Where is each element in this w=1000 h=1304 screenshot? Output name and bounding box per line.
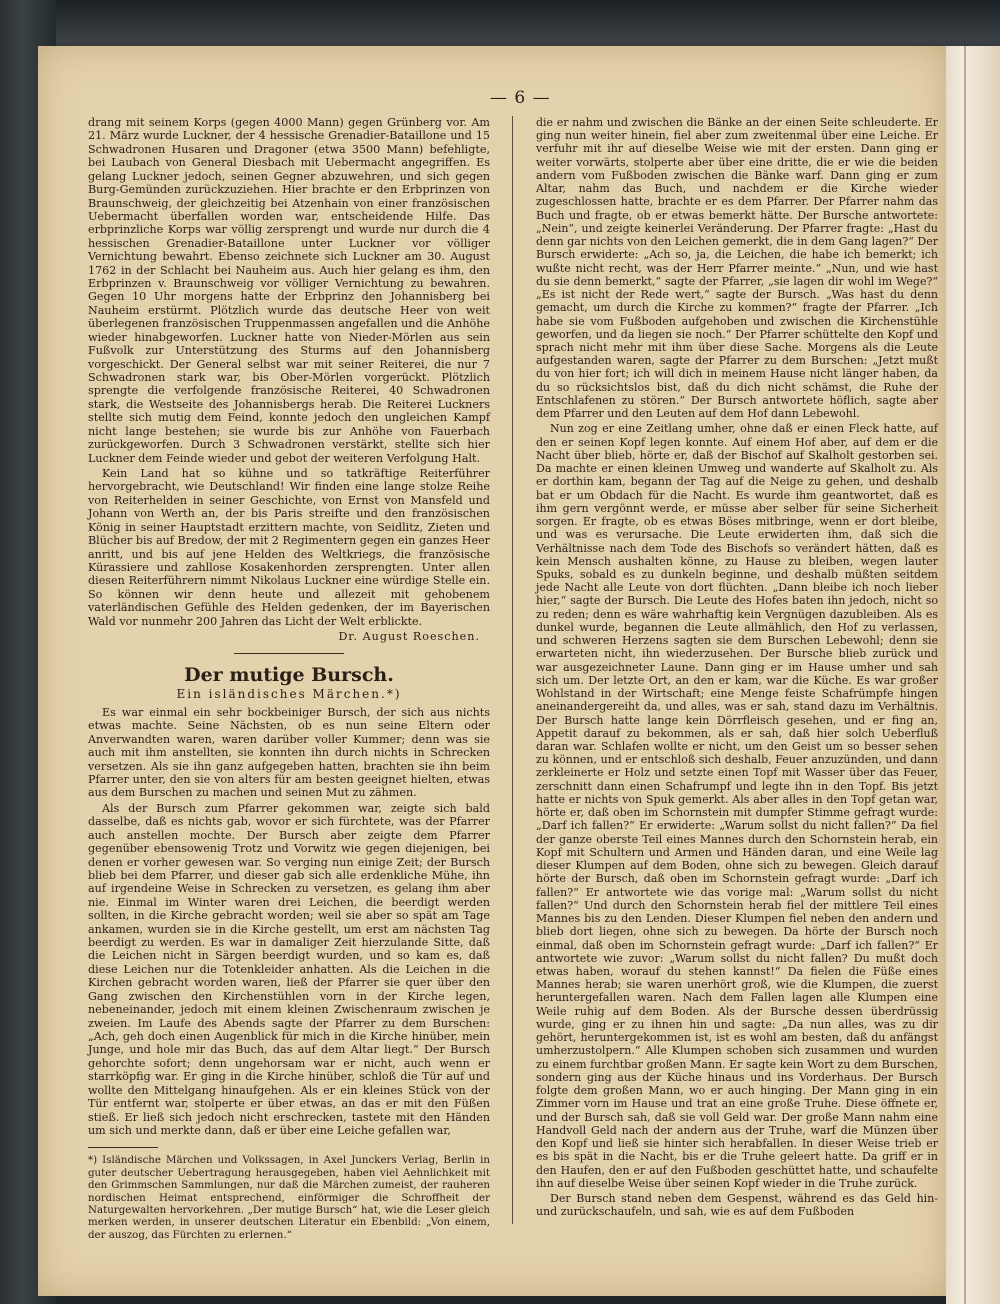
section-divider — [234, 653, 344, 654]
author-signature: Dr. August Roeschen. — [338, 630, 480, 644]
column-divider — [512, 116, 513, 1224]
footnote-divider — [88, 1147, 158, 1148]
story-paragraph: die er nahm und zwischen die Bänke an der einen Seite schleuderte. Er ging nun weiter hinein, fiel aber zum zweitenmal über eine Leiche. Er verfuhr mit ihr auf dieselbe Weise wie mit der ersten. Dann ging er weiter vorwärts, stolperte aber über eine dritte, die er wie die beiden andern vom Fußboden zwischen die Bänke warf. Dann ging er zum Altar, nahm das Buch, und nachdem er die Kirche wieder zugeschlossen hatte, brachte er es dem Pfarrer. Der Pfarrer nahm das Buch und fragte, ob er etwas bemerkt hätte. Der Bursche antwortete: „Nein“, und zeigte keinerlei Veränderung. Der Pfarrer fragte: „Hast du denn gar nichts von den Leichen gemerkt, die in dem Gang lagen?“ Der Bursch erwiderte: „Ach so, ja, die Leichen, die habe ich bemerkt; ich wußte nicht recht, was der Herr Pfarrer meinte.“ „Nun, und wie hast du sie denn bemerkt,“ sagte der Pfarrer, „sie lagen dir wohl im Wege?“ „Es ist nicht der Rede wert,“ sagte der Bursch. „Was hast du denn gemacht, um durch die Kirche zu kommen?“ fragte der Pfarrer. „Ich habe sie vom Fußboden aufgehoben und zwischen die Kirchenstühle geworfen, und da liegen sie noch.“ Der Pfarrer schüttelte den Kopf und sprach nicht mehr mit ihm über diese Sache. Morgens als die Leute aufgestanden waren, sagte der Pfarrer zu dem Burschen: „Jetzt mußt du von hier fort; ich will dich in meinem Hause nicht länger haben, da du so rücksichtslos bist, daß du dich nicht schämst, die Ruhe der Entschlafenen zu stören.“ Der Bursch antwortete höflich, sagte aber dem Pfarrer und den Leuten auf dem Hof dann Lebewohl. — [536, 116, 938, 421]
footnote: *) Isländische Märchen und Volkssagen, in Axel Junckers Verlag, Berlin in guter deutscher Uebertragung herausgegeben, haben viel Aehnlichkeit mit den Grimmschen Sammlungen, nur daß die Märchen zumeist, der rauheren nordischen Heimat entsprechend, einförmiger die Schroffheit der Naturgewalten hervorkehren. „Der mutige Bursch“ hat, wie die Leser gleich merken werden, in unserer deutschen Literatur ein Ebenbild: „Von einem, der auszog, das Fürchten zu erlernen.“ — [88, 1154, 490, 1241]
page-fold — [964, 46, 966, 1304]
story-subheadline: Ein isländisches Märchen.*) — [176, 687, 402, 702]
story-paragraph: Der Bursch stand neben dem Gespenst, während es das Geld hin- und zurückschaufeln, und sah, wie es auf dem Fußboden — [536, 1191, 938, 1219]
article-continuation-paragraph: drang mit seinem Korps (gegen 4000 Mann) gegen Grünberg vor. Am 21. März wurde Luckner, der 4 hessische Grenadier-Bataillone und 15 Schwadronen Husaren und Dragoner (etwa 3500 Mann) befehligte, bei Laubach von General Diesbach mit Uebermacht angegriffen. Es gelang Luckner jedoch, seinen Gegner abzuwehren, und sich gegen Burg-Gemünden zurückzuziehen. Hier brachte er den Erbprinzen von Braunschweig, der gleichzeitig bei Atzenhain von einer französischen Uebermacht überfallen worden war, entscheidende Hilfe. Das erbprinzliche Korps war völlig zersprengt und wurde nur durch die 4 hessischen Grenadier-Bataillone unter Luckner vor völliger Vernichtung bewahrt. Ebenso zeichnete sich Luckner am 30. August 1762 in der Schlacht bei Nauheim aus. Auch hier gelang es ihm, den Erbprinzen v. Braunschweig vor völliger Vernichtung zu bewahren. Gegen 10 Uhr morgens hatte der Erbprinz den Johannisberg bei Nauheim erstürmt. Plötzlich wurde das deutsche Heer von weit überlegenen französischen Truppenmassen angefallen und die Anhöhe wieder hinabgeworfen. Luckner hatte von Nieder-Mörlen aus sein Fußvolk zur Unterstützung des Sturms auf den Johannisberg vorgeschickt. Der General selbst war mit seiner Reiterei, die nur 7 Schwadronen stark war, bis Ober-Mörlen vorgerückt. Plötzlich sprengte die verfolgende französische Reiterei, 40 Schwadronen stark, die Westseite des Johannisbergs herab. Die Reiterei Luckners stellte sich mutig dem Feind, konnte jedoch den ungleichen Kampf nicht lange bestehen; sie wurde bis zur Anhöhe von Fauerbach zurückgeworfen. Durch 3 Schwadronen verstärkt, stellte sich hier Luckner dem Feinde wieder und gebot der weiteren Verfolgung Halt. — [88, 116, 490, 465]
page-number: — 6 — — [490, 88, 551, 108]
story-headline: Der mutige Bursch. — [184, 664, 394, 687]
next-page-edge — [946, 46, 1000, 1304]
story-paragraph: Nun zog er eine Zeitlang umher, ohne daß er einen Fleck hatte, auf den er seinen Kopf legen konnte. Auf einem Hof aber, auf dem er die Nacht über blieb, hörte er, daß der Bischof auf Skalholt gestorben sei. Da machte er einen kleinen Umweg und wanderte auf Skalholt zu. Als er dorthin kam, begann der Tag auf die Neige zu gehen, und deshalb bat er um Obdach für die Nacht. Es wurde ihm geantwortet, daß es ihm gern vergönnt werde, er müsse aber selber für seine Sicherheit sorgen. Er fragte, ob es etwas Böses mitbringe, wenn er dort bleibe, und was es verursache. Die Leute erwiderten ihm, daß sich die Verhältnisse nach dem Tode des Bischofs so verändert hätten, daß es kein Mensch aushalten könne, zu Hause zu bleiben, wegen lauter Spuks, sobald es zu dunkeln beginne, und deshalb müßten seitdem jede Nacht alle Leute von dort flüchten. „Dann bleibe ich noch lieber hier,“ sagte der Bursch. Die Leute des Hofes baten ihn jedoch, nicht so zu reden; denn es wäre wahrhaftig kein Vergnügen dazubleiben. Als es dunkel wurde, begannen die Leute allmählich, den Hof zu verlassen, und schweren Herzens sagten sie dem Burschen Lebewohl; denn sie erwarteten nicht, ihn wiederzusehen. Der Bursche blieb zurück und war ausgezeichneter Laune. Dann ging er im Hause umher und sah sich um. Der letzte Ort, an den er kam, war die Küche. Es war großer Wohlstand in der Wirtschaft; eine Menge feiste Schafrümpfe hingen aneinandergereiht da, und alles, was er sah, stand dazu im Verhältnis. Der Bursch hatte lange kein Dörrfleisch gesehen, und er fing an, Appetit darauf zu bekommen, als er sah, daß hier solch Ueberfluß daran war. Schlafen wollte er nicht, um den Geist um so besser sehen zu können, und er entschloß sich deshalb, Feuer anzuzünden, und dann zerkleinerte er Holz und setzte einen Topf mit Wasser über das Feuer, zerschnitt dann einen Schafrumpf und legte ihn in den Topf. Bis jetzt hatte er nichts von Spuk gemerkt. Als aber alles in den Topf getan war, hörte er, daß oben im Schornstein mit dumpfer Stimme gefragt wurde: „Darf ich fallen?“ Er erwiderte: „Warum sollst du nicht fallen?“ Da fiel der ganze oberste Teil eines Mannes durch den Schornstein herab, ein Kopf mit Schultern und Armen und Händen daran, und eine Weile lag dieser Klumpen auf dem Boden, ohne sich zu bewegen. Gleich darauf hörte der Bursch, daß oben im Schornstein gefragt wurde: „Darf ich fallen?“ Er antwortete wie das vorige mal: „Warum sollst du nicht fallen?“ Und durch den Schornstein herab fiel der mittlere Teil eines Mannes bis zu den Lenden. Dieser Klumpen fiel neben den andern und blieb dort liegen, ohne sich zu bewegen. Da hörte der Bursch noch einmal, daß oben im Schornstein gefragt wurde: „Darf ich fallen?“ Er antwortete wie zuvor: „Warum sollst du nicht fallen? Du mußt doch etwas haben, worauf du stehen kannst!“ Da fielen die Füße eines Mannes herab; sie waren unerhört groß, wie die Klumpen, die zuerst heruntergefallen waren. Nach dem Fallen lagen alle Klumpen eine Weile ruhig auf dem Boden. Als der Bursche dessen überdrüssig wurde, ging er zu ihnen hin und sagte: „Da nun alles, was zu dir gehört, heruntergekommen ist, ist es wohl am besten, daß du anfängst umherzustolpern.“ Alle Klumpen schoben sich zusammen und wurden zu einem furchtbar großen Mann. Er sagte kein Wort zu dem Burschen, sondern ging aus der Küche hinaus und ins Vorderhaus. Der Bursch folgte dem großen Mann, wo er auch hinging. Der Mann ging in ein Zimmer vorn im Hause und trat an eine große Truhe. Diese öffnete er, und der Bursch sah, daß sie voll Geld war. Der große Mann nahm eine Handvoll Geld nach der andern aus der Truhe, warf die Münzen über den Kopf und ließ sie hinter sich herabfallen. In dieser Weise trieb er es bis spät in die Nacht, bis er die Truhe geleert hatte. Da griff er in den Haufen, den er auf den Fußboden geschüttet hatte, und schaufelte ihn auf dieselbe Weise über seinen Kopf wieder in die Truhe zurück. — [536, 422, 938, 1190]
right-column — [536, 116, 938, 1220]
left-column — [88, 116, 490, 1241]
story-paragraph: Als der Bursch zum Pfarrer gekommen war, zeigte sich bald dasselbe, daß es nichts gab, wovor er sich fürchtete, was der Pfarrer auch anstellen mochte. Der Bursch aber zeigte dem Pfarrer gegenüber ebensowenig Trotz und Vorwitz wie gegen diejenigen, bei denen er vorher gewesen war. So verging nun einige Zeit; der Bursch blieb bei dem Pfarrer, und dieser gab sich alle erdenkliche Mühe, ihn auf irgendeine Weise in Schrecken zu versetzen, es gelang ihm aber nie. Einmal im Winter waren drei Leichen, die beerdigt werden sollten, in die Kirche gebracht worden; weil sie aber so spät am Tage ankamen, wurden sie in die Kirche gestellt, um erst am nächsten Tag beerdigt zu werden. Es war in damaliger Zeit hierzulande Sitte, daß die Leichen nicht in Särgen beerdigt wurden, und so kam es, daß diese Leichen nur die Totenkleider anhatten. Als die Leichen in die Kirchen gebracht worden waren, ließ der Pfarrer sie quer über den Gang zwischen den Kirchenstühlen vorn in der Kirche legen, nebeneinander, jedoch mit einem kleinen Zwischenraum zwischen je zweien. Im Laufe des Abends sagte der Pfarrer zu dem Burschen: „Ach, geh doch einen Augenblick für mich in die Kirche hinüber, mein Junge, und hole mir das Buch, das auf dem Altar liegt.“ Der Bursch gehorchte sofort; denn ungehorsam war er nicht, auch wenn er starrköpfig war. Er ging in die Kirche hinüber, schloß die Tür auf und wollte den Mittelgang hinaufgehen. Als er ein kleines Stück von der Tür entfernt war, stolperte er über etwas, an das er mit den Füßen stieß. Er ließ sich jedoch nicht erschrecken, tastete mit den Händen um sich und merkte dann, daß er über eine Leiche gefallen war, — [88, 801, 490, 1137]
story-paragraph: Es war einmal ein sehr bockbeiniger Bursch, der sich aus nichts etwas machte. Seine Nächsten, ob es nun seine Eltern oder Anverwandten waren, waren darüber voller Kummer; denn was sie auch mit ihm anstellten, sie konnten ihn durch nichts in Schrecken versetzen. Als sie ihn ganz aufgegeben hatten, brachten sie ihn beim Pfarrer unter, den sie von alters für am besten geeignet hielten, etwas aus dem Burschen zu machen und seinen Mut zu zähmen. — [88, 705, 490, 800]
article-closing-paragraph: Kein Land hat so kühne und so tatkräftige Reiterführer hervorgebracht, wie Deutschland! Wir finden eine lange stolze Reihe von Reiterhelden in seiner Geschichte, von Ernst von Mansfeld und Johann von Werth an, der bis Paris streifte und den französischen König in seiner Hauptstadt erzittern machte, von Seidlitz, Zieten und Blücher bis auf Bredow, der mit 2 Regimentern gegen ein ganzes Heer anritt, und bis auf jene Helden des Weltkriegs, die französische Kürassiere und zahllose Kosakenhorden zersprengten. Unter allen diesen Reiterführern nimmt Nikolaus Luckner eine würdige Stelle ein. So können wir denn heute und allezeit mit gehobenem vaterländischen Gefühle des Helden gedenken, der im Bayerischen Wald vor nunmehr 200 Jahren das Licht der Welt erblickte. — [88, 466, 490, 628]
